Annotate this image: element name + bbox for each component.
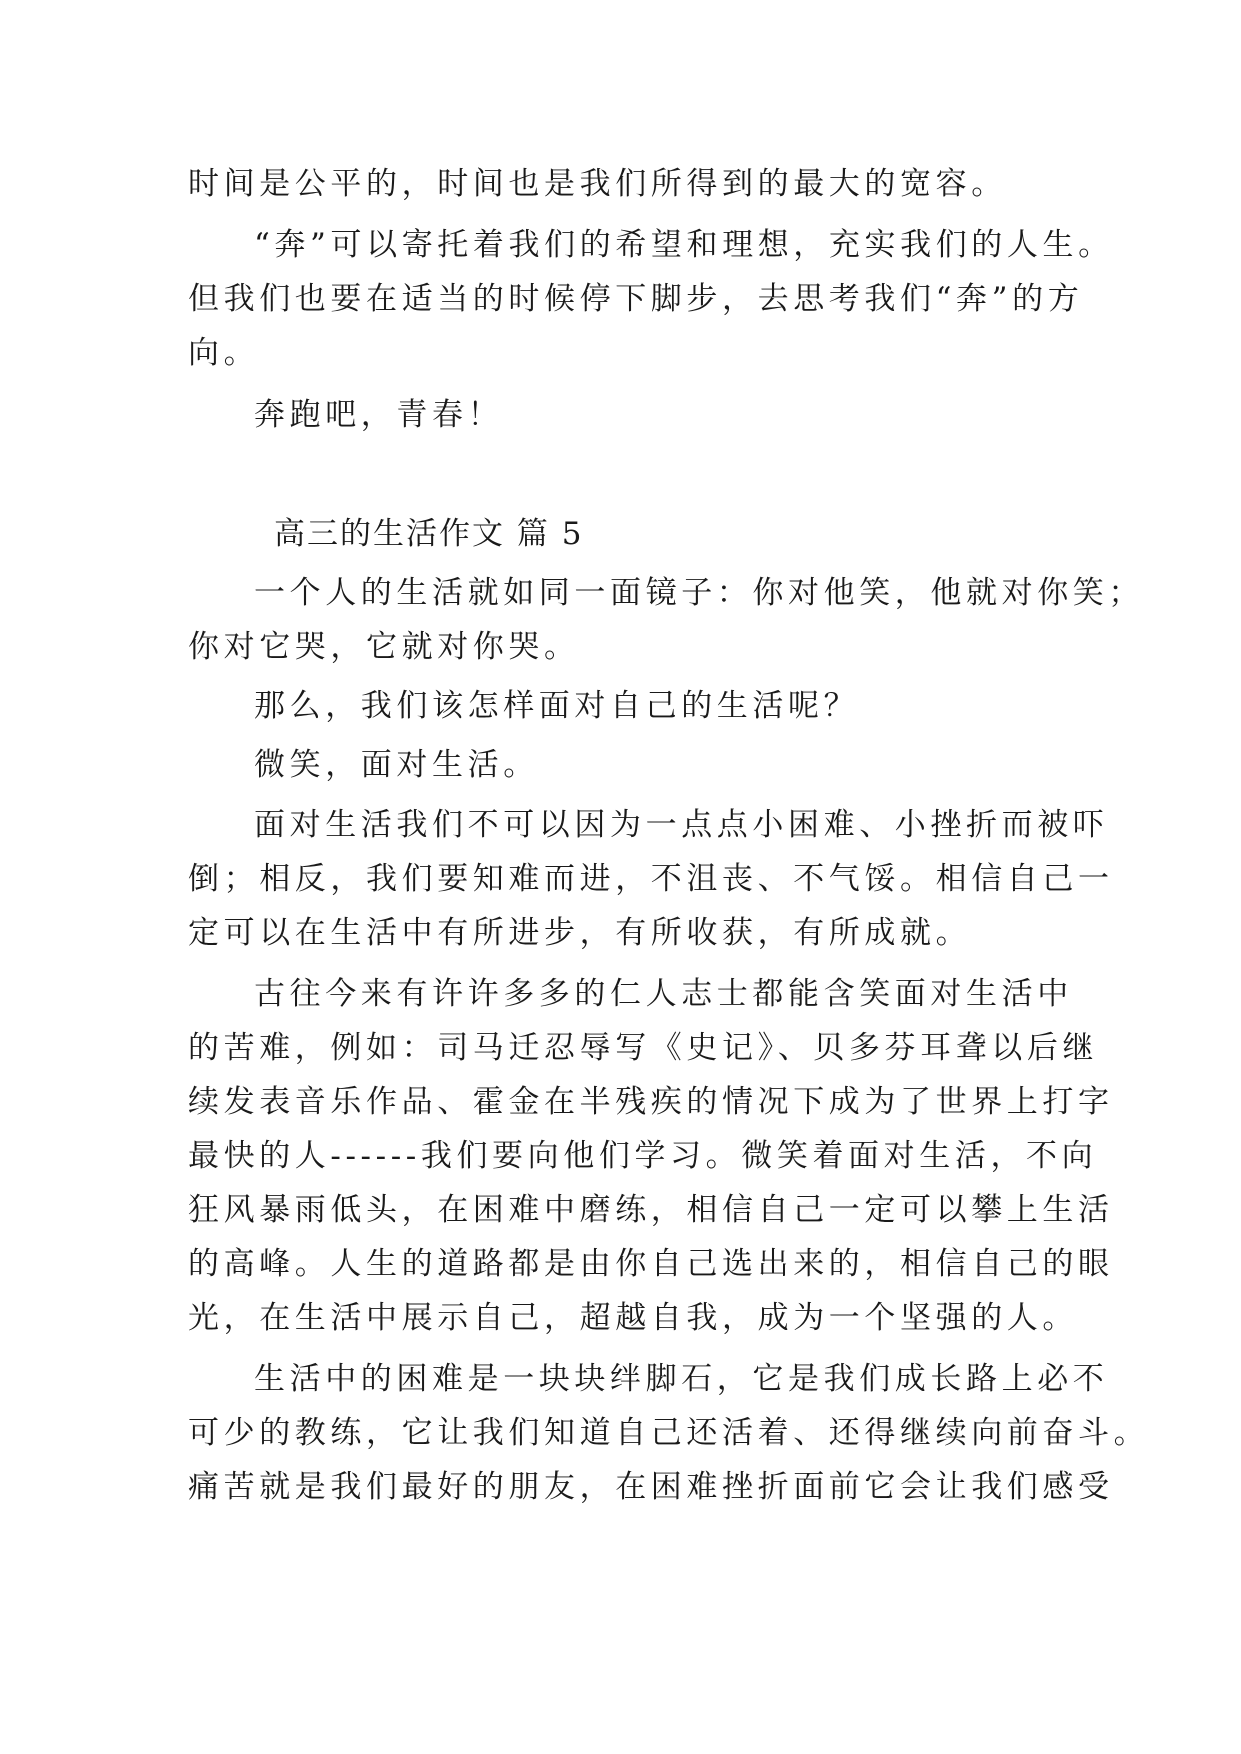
- text-line: 定可以在生活中有所进步，有所收获，有所成就。: [188, 915, 972, 951]
- text-line: 你对它哭，它就对你哭。: [188, 629, 580, 665]
- paragraph-line: 奔跑吧，青春！: [254, 397, 504, 433]
- paragraph-line: 面对生活我们不可以因为一点点小困难、小挫折而被吓: [254, 807, 1109, 843]
- paragraph-line: “奔”可以寄托着我们的希望和理想，充实我们的人生。: [254, 227, 1114, 263]
- paragraph-line: 一个人的生活就如同一面镜子：你对他笑，他就对你笑；: [254, 575, 1144, 611]
- text-line: 光，在生活中展示自己，超越自我，成为一个坚强的人。: [188, 1300, 1078, 1336]
- paragraph-line: 那么，我们该怎样面对自己的生活呢？: [254, 688, 860, 724]
- section-title: 高三的生活作文 篇 5: [274, 516, 584, 552]
- text-line: 倒；相反，我们要知难而进，不沮丧、不气馁。相信自己一: [188, 861, 1114, 897]
- text-line: 可少的教练，它让我们知道自己还活着、还得继续向前奋斗。: [188, 1415, 1150, 1451]
- text-line: 最快的人------我们要向他们学习。微笑着面对生活，不向: [188, 1138, 1098, 1174]
- text-line: 但我们也要在适当的时候停下脚步，去思考我们“奔”的方: [188, 281, 1084, 317]
- text-line: 续发表音乐作品、霍金在半残疾的情况下成为了世界上打字: [188, 1084, 1114, 1120]
- paragraph-line: 生活中的困难是一块块绊脚石，它是我们成长路上必不: [254, 1361, 1109, 1397]
- text-line: 向。: [188, 335, 260, 371]
- text-line: 痛苦就是我们最好的朋友，在困难挫折面前它会让我们感受: [188, 1469, 1114, 1505]
- text-line: 的苦难，例如：司马迁忍辱写《史记》、贝多芬耳聋以后继: [188, 1030, 1099, 1066]
- text-line: 的高峰。人生的道路都是由你自己选出来的，相信自己的眼: [188, 1246, 1114, 1282]
- paragraph-line: 微笑，面对生活。: [254, 747, 539, 783]
- paragraph-line: 古往今来有许许多多的仁人志士都能含笑面对生活中: [254, 976, 1073, 1012]
- text-line: 狂风暴雨低头，在困难中磨练，相信自己一定可以攀上生活: [188, 1192, 1114, 1228]
- text-line: 时间是公平的，时间也是我们所得到的最大的宽容。: [188, 166, 1007, 202]
